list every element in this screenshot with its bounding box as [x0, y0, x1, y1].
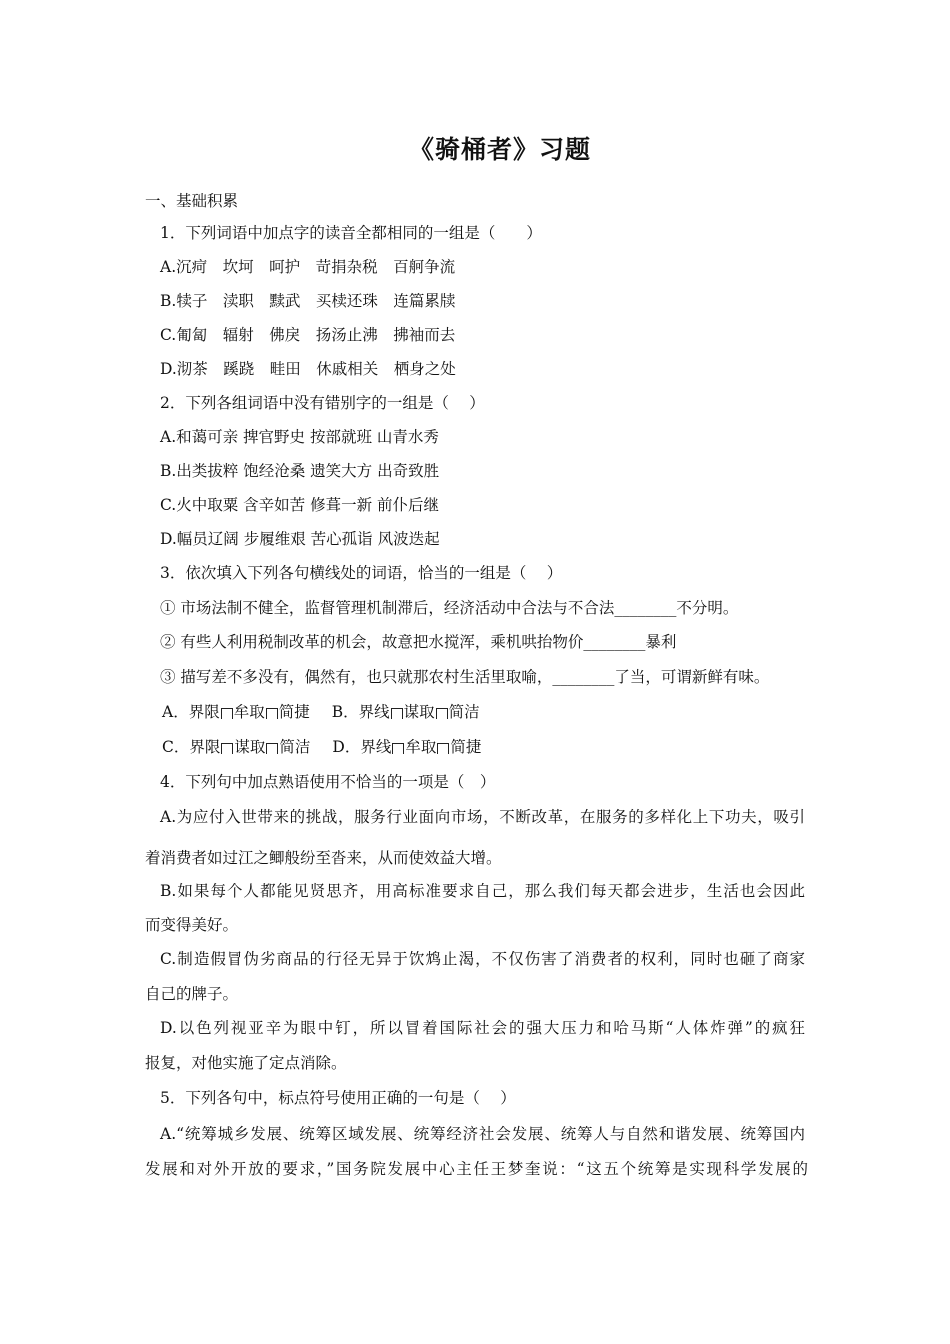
question-3-sentence-1: ① 市场法制不健全，监督管理机制滞后，经济活动中合法与不合法________不分明。 [160, 599, 739, 617]
question-4-option-b-line1: B.如果每个人都能见贤思齐，用高标准要求自己，那么我们每天都会进步，生活也会因此 [160, 882, 805, 900]
question-4-option-a-line1: A.为应付入世带来的挑战，服务行业面向市场，不断改革，在服务的多样化上下功夫，吸引 [160, 808, 805, 826]
question-3-stem: 3．依次填入下列各句横线处的词语，恰当的一组是（ ） [160, 564, 563, 582]
question-4-option-a-line2: 着消费者如过江之鲫般纷至沓来，从而使效益大增。 [145, 849, 502, 867]
document-title: 《骑桶者》习题 [408, 135, 591, 164]
question-3-option-d: D．界线 牟取 简捷 [332, 738, 482, 756]
question-5-stem: 5．下列各句中，标点符号使用正确的一句是（ ） [160, 1089, 516, 1107]
question-5-option-a-line2: 发展和对外开放的要求，”国务院发展中心主任王梦奎说：“这五个统筹是实现科学发展的 [145, 1160, 808, 1178]
question-1-option-a: A.沉疴 坎坷 呵护 苛捐杂税 百舸争流 [160, 258, 456, 276]
question-2-option-a: A.和蔼可亲 捭官野史 按部就班 山青水秀 [160, 428, 439, 446]
question-1-option-d: D.沏茶 蹊跷 畦田 休戚相关 栖身之处 [160, 360, 456, 378]
question-4-option-b-line2: 而变得美好。 [145, 916, 239, 934]
question-3-sentence-2: ② 有些人利用税制改革的机会，故意把水搅浑，乘机哄抬物价________暴利 [160, 633, 677, 651]
question-3-sentence-3: ③ 描写差不多没有，偶然有，也只就那农村生活里取喻，________了当，可谓新鲜有味。 [160, 668, 770, 686]
question-3-option-c: C．界限 谋取 简洁 [162, 738, 311, 756]
question-2-option-b: B.出类拔粹 饱经沧桑 遗笑大方 出奇致胜 [160, 462, 440, 480]
question-3-options-ab [162, 701, 480, 723]
question-1-option-c: C.匍匐 辐射 佛戾 扬汤止沸 拂袖而去 [160, 326, 456, 344]
question-4-option-d-line2: 报复，对他实施了定点消除。 [145, 1054, 347, 1072]
question-2-stem: 2．下列各组词语中没有错别字的一组是（ ） [160, 394, 485, 412]
question-4-option-d-line1: D.以色列视亚辛为眼中钉，所以冒着国际社会的强大压力和哈马斯“人体炸弹”的疯狂 [160, 1019, 805, 1037]
question-1-stem: 1．下列词语中加点字的读音全都相同的一组是（ ） [160, 224, 542, 242]
question-2-option-c: C.火中取粟 含辛如苦 修葺一新 前仆后继 [160, 496, 440, 514]
question-3-options-cd [162, 736, 481, 758]
question-4-option-c-line1: C.制造假冒伪劣商品的行径无异于饮鸩止渴，不仅伤害了消费者的权利，同时也砸了商家 [160, 950, 805, 968]
question-1-option-b: B.犊子 渎职 黩武 买椟还珠 连篇累牍 [160, 292, 456, 310]
section-heading: 一、基础积累 [145, 192, 239, 210]
question-3-option-b: B．界线 谋取 简洁 [331, 703, 480, 721]
question-2-option-d: D.幅员辽阔 步履维艰 苦心孤诣 风波迭起 [160, 530, 440, 548]
question-4-stem: 4．下列句中加点熟语使用不恰当的一项是（ ） [160, 773, 496, 791]
question-5-option-a-line1: A.“统筹城乡发展、统筹区域发展、统筹经济社会发展、统筹人与自然和谐发展、统筹国内 [160, 1125, 805, 1143]
question-3-option-a: A．界限 牟取 简捷 [162, 703, 310, 721]
question-4-option-c-line2: 自己的牌子。 [145, 985, 239, 1003]
